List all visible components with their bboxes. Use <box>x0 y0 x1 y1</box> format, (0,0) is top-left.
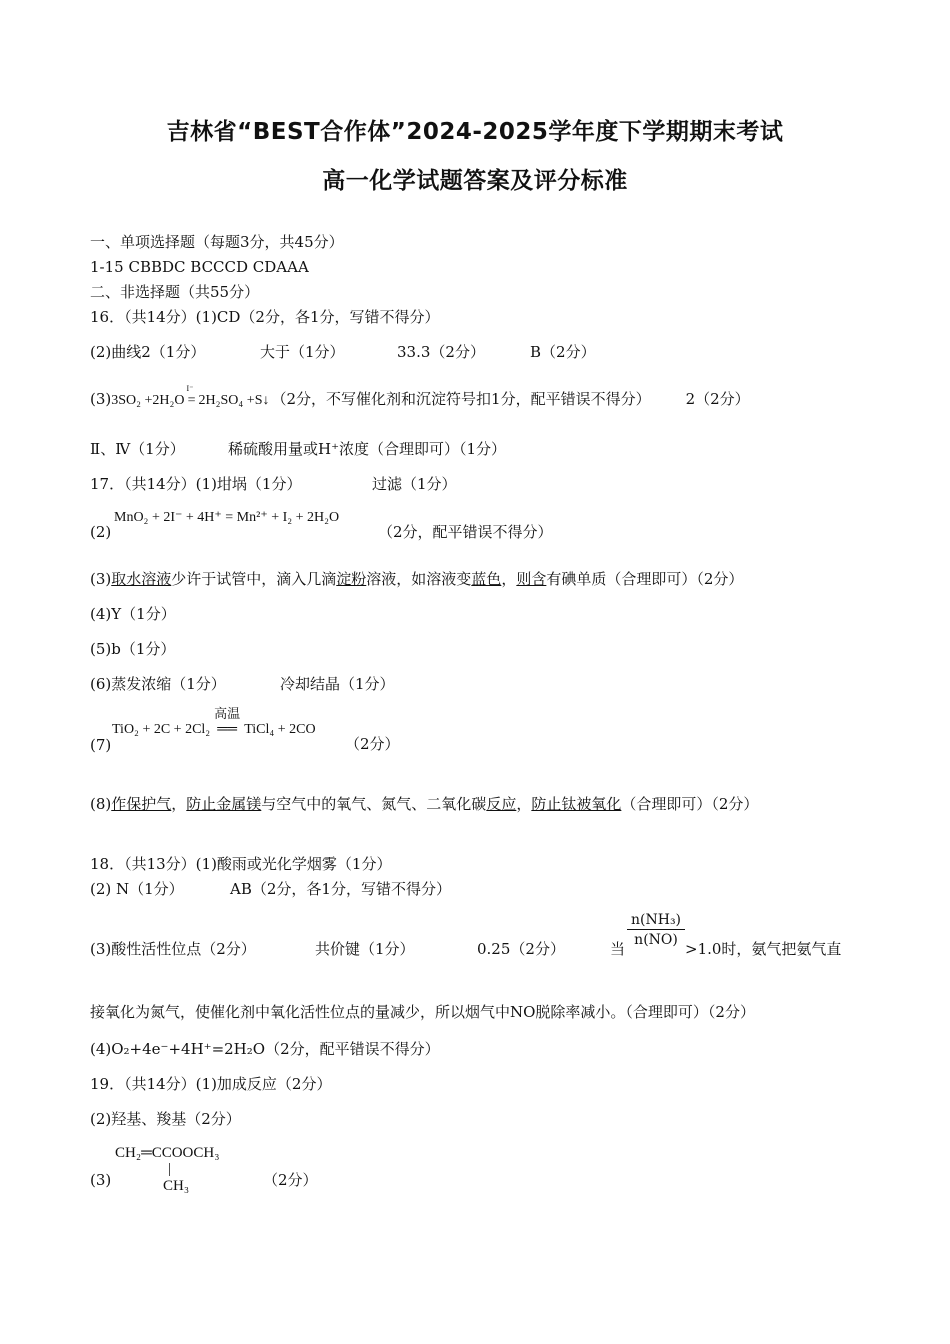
q17-l3-u7: 则含 <box>516 570 547 588</box>
q17-line7: (7) <box>90 736 112 754</box>
q16-label3: (3) <box>90 390 112 408</box>
q16-line2 <box>90 342 596 362</box>
q16-dilute: 稀硫酸用量或H⁺浓度（合理即可）（1分） <box>228 440 507 458</box>
q19-line3: (3) <box>90 1171 112 1189</box>
q17-note7: （2分） <box>345 735 400 753</box>
q17-l3-p4: 溶液，如溶液变 <box>366 570 472 588</box>
q18-line1: 18．（共13分）(1)酸雨或光化学烟雾（1分） <box>90 855 392 873</box>
eq7-condition: 高温 <box>214 707 241 722</box>
eq-right: 2H₂SO₄ +S↓ <box>198 393 270 408</box>
q17-l8-p0: (8) <box>90 795 112 813</box>
sec1-answers: 1-15 CBBDC BCCCD CDAAA <box>90 258 309 276</box>
q17-line6 <box>90 674 395 694</box>
frac-denominator: n(NO) <box>634 932 678 948</box>
q17-l8-u7: 防止钛被氧化 <box>531 795 622 813</box>
q16-value: 33.3（2分） <box>397 343 485 361</box>
q18-line3 <box>90 939 625 959</box>
q17-line2 <box>90 522 111 542</box>
q19-line1: 19．（共14分）(1)加成反应（2分） <box>90 1075 332 1093</box>
sec2-heading: 二、非选择题（共55分） <box>90 283 260 301</box>
catalyst-label: I⁻ <box>186 384 194 393</box>
q18-when: 当 <box>610 940 626 958</box>
q18-n: (2) N（1分） <box>90 880 184 898</box>
q17-l3-p8: 有碘单质（合理即可）（2分） <box>546 570 744 588</box>
sec1-heading: 一、单项选择题（每题3分，共45分） <box>90 233 344 251</box>
q17-crucible: 17．（共14分）(1)坩埚（1分） <box>90 475 302 493</box>
q18-fraction <box>627 912 685 948</box>
q16-line4 <box>90 439 506 459</box>
q17-l8-p4: 与空气中的氧气、氮气、二氧化碳 <box>261 795 487 813</box>
eq7-arrow: 高温 ══ <box>210 720 244 740</box>
q18-line4: 接氧化为氮气，使催化剂中氧化活性位点的量减少，所以烟气中NO脱除率减小。（合理即可）（2分） <box>90 1003 755 1021</box>
q16-line3 <box>90 384 750 411</box>
q17-l8-u5: 反应 <box>486 795 517 813</box>
q18-value: 0.25（2分） <box>477 940 565 958</box>
q16-b: B（2分） <box>530 343 596 361</box>
q17-l8-p2: ， <box>171 795 187 813</box>
q17-l3-p0: (3) <box>90 570 112 588</box>
q17-line3 <box>90 569 743 589</box>
q17-note: （2分，配平错误不得分） <box>378 523 553 541</box>
q19-structure-bottom: CH₃ <box>163 1178 190 1194</box>
q17-l3-u5: 蓝色 <box>471 570 502 588</box>
doc-subtitle: 高一化学试题答案及评分标准 <box>322 168 628 194</box>
q17-eq7 <box>112 707 316 740</box>
q16-equation <box>111 384 270 408</box>
q17-line5: (5)b（1分） <box>90 640 176 658</box>
q17-l8-p6: ， <box>516 795 532 813</box>
q16-line1: 16．（共14分）(1)CD（2分，各1分，写错不得分） <box>90 308 440 326</box>
doc-title: 吉林省“BEST合作体”2024-2025学年度下学期期末考试 <box>166 119 784 145</box>
q17-l3-p2: 少许于试管中，滴入几滴 <box>171 570 337 588</box>
q18-line3-tail: >1.0时，氨气把氨气直 <box>685 940 842 958</box>
q17-line8 <box>90 794 758 814</box>
q17-l3-u3: 淀粉 <box>336 570 367 588</box>
q17-line1 <box>90 474 457 494</box>
eq-left: 3SO₂ +2H₂O <box>111 393 185 408</box>
q16-greater: 大于（1分） <box>260 343 345 361</box>
q16-last: 2（2分） <box>685 390 750 408</box>
q16-curve: (2)曲线2（1分） <box>90 343 206 361</box>
q16-choice: Ⅱ、Ⅳ（1分） <box>90 440 185 458</box>
q19-line2: (2)羟基、羧基（2分） <box>90 1110 241 1128</box>
q17-cool: 冷却结晶（1分） <box>280 675 395 693</box>
q17-equation: MnO₂ + 2I⁻ + 4H⁺ = Mn²⁺ + I₂ + 2H₂O <box>114 510 340 525</box>
q18-line2 <box>90 879 451 899</box>
q17-label2: (2) <box>90 523 112 541</box>
q17-l8-p8: （合理即可）（2分） <box>621 795 759 813</box>
q18-covalent: 共价键（1分） <box>315 940 415 958</box>
q16-note: （2分，不写催化剂和沉淀符号扣1分，配平错误不得分） <box>271 390 651 408</box>
q17-filter: 过滤（1分） <box>372 475 457 493</box>
eq7-left: TiO₂ + 2C + 2Cl₂ <box>112 722 211 737</box>
q18-line5: (4)O₂+4e⁻+4H⁺=2H₂O（2分，配平错误不得分） <box>90 1040 440 1058</box>
frac-numerator: n(NH₃) <box>627 912 685 930</box>
q17-l8-u1: 作保护气 <box>111 795 172 813</box>
q17-l3-u1: 取水溶液 <box>111 570 172 588</box>
eq7-right: TiCl₄ + 2CO <box>244 722 316 737</box>
q17-l3-p6: ， <box>501 570 517 588</box>
q19-structure-bond: | <box>168 1161 172 1177</box>
q19-note3: （2分） <box>263 1171 318 1189</box>
q19-structure-top: CH₂═CCOOCH₃ <box>115 1145 220 1161</box>
q17-evap: (6)蒸发浓缩（1分） <box>90 675 226 693</box>
q18-ab: AB（2分，各1分，写错不得分） <box>230 880 451 898</box>
q18-acid-site: (3)酸性活性位点（2分） <box>90 940 256 958</box>
q17-line4: (4)Y（1分） <box>90 605 176 623</box>
eq-arrow: = I⁻ <box>185 391 199 411</box>
q17-l8-u3: 防止金属镁 <box>186 795 262 813</box>
